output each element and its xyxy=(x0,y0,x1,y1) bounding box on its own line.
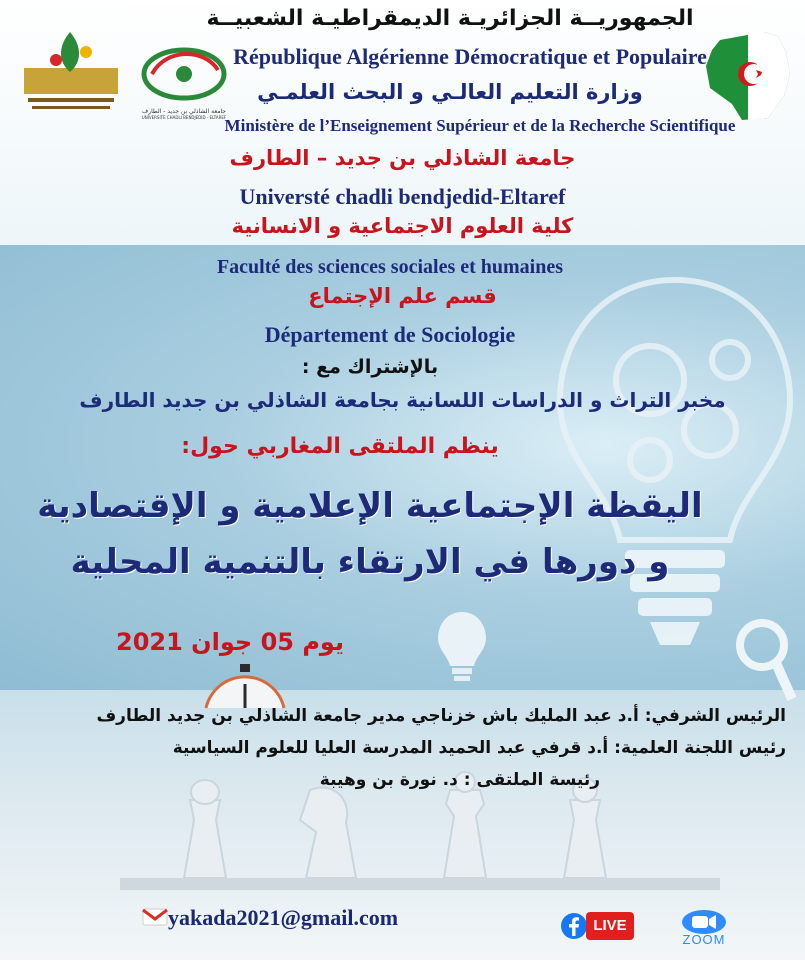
event-date: يوم 05 جوان 2021 xyxy=(116,628,344,656)
university-fr: Universté chadli bendjedid-Eltaref xyxy=(239,184,566,209)
university-logo-caption: جامعة الشاذلي بن جديد - الطارف xyxy=(141,108,227,115)
republic-fr: République Algérienne Démocratique et Populaire xyxy=(233,44,707,69)
lab-logo-icon xyxy=(18,22,124,122)
republic-ar: الجمهوريــة الجزائريـة الديمقراطيـة الشعبيــة xyxy=(206,6,694,31)
conference-chair: رئيسة الملتقى : د. نورة بن وهيبة xyxy=(319,770,600,790)
partnership-intro: بالإشتراك مع : xyxy=(301,356,439,378)
university-logo-caption-fr: UNIVERSITE CHADLI BENDJEDID - ELTAREF xyxy=(141,115,227,120)
faculty-fr: Faculté des sciences sociales et humaines xyxy=(216,256,564,278)
clock-icon xyxy=(200,662,290,712)
ministry-ar: وزارة التعليم العالـي و البحث العلمـي xyxy=(257,80,643,104)
gmail-icon xyxy=(142,907,168,927)
event-title-line2: و دورها في الارتقاء بالتنمية المحلية xyxy=(70,542,670,582)
facebook-icon[interactable] xyxy=(560,912,588,940)
event-organizes: ينظم الملتقى المغاربي حول: xyxy=(181,434,499,459)
honorary-president: الرئيس الشرفي: أ.د عبد المليك باش خزناجي مدير جامعة الشاذلي بن جديد الطارف xyxy=(96,706,786,726)
department-fr: Département de Sociologie xyxy=(264,322,516,347)
algeria-map-flag-icon xyxy=(702,26,798,126)
university-ar: جامعة الشاذلي بن جديد – الطارف xyxy=(229,146,576,170)
faculty-ar: كلية العلوم الاجتماعية و الانسانية xyxy=(231,214,574,238)
event-title-line1: اليقظة الإجتماعية الإعلامية و الإقتصادية xyxy=(37,486,703,526)
live-badge[interactable]: LIVE xyxy=(586,912,634,940)
partnership-lab: مخبر التراث و الدراسات اللسانية بجامعة الشاذلي بن جديد الطارف xyxy=(79,388,726,412)
magnifier-icon xyxy=(730,615,800,705)
department-ar: قسم علم الإجتماع xyxy=(308,284,497,308)
ministry-fr: Ministère de l’Enseignement Supérieur et de la Recherche Scientifique xyxy=(224,116,736,135)
zoom-label: ZOOM xyxy=(682,932,726,947)
scientific-chair: رئيس اللجنة العلمية: أ.د قرفي عبد الحميد المدرسة العليا للعلوم السياسية xyxy=(172,738,786,758)
contact-email[interactable]: yakada2021@gmail.com xyxy=(168,905,399,930)
